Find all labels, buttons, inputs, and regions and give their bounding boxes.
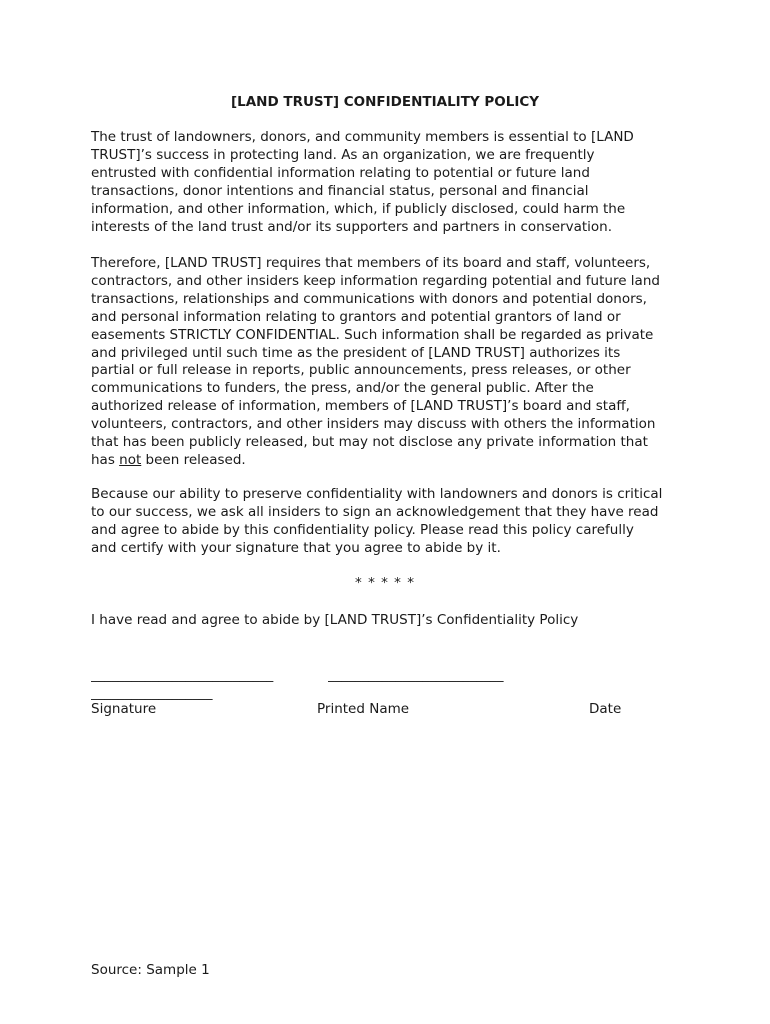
paragraph-line: Therefore, [LAND TRUST] requires that members of its board and staff, volunteers, [91, 255, 651, 271]
printed-name-label: Printed Name [317, 701, 410, 717]
paragraph-line: easements STRICTLY CONFIDENTIAL. Such information shall be regarded as private [91, 326, 654, 343]
page-title: [LAND TRUST] CONFIDENTIALITY POLICY [230, 94, 540, 110]
requirements-paragraph [91, 255, 691, 470]
intro-paragraph [91, 129, 691, 236]
paragraph-line: and certify with your signature that you agree to abide by it. [91, 539, 501, 556]
signature-line: ___________________________ [91, 667, 274, 683]
source-note: Source: Sample 1 [91, 962, 210, 978]
acknowledgement-paragraph [91, 486, 691, 558]
paragraph-line: that has been publicly released, but may not disclose any private information that [91, 434, 648, 451]
paragraph-line: entrusted with confidential information relating to potential or future land [91, 164, 590, 181]
paragraph-line: The trust of landowners, donors, and community members is essential to [LAND [91, 129, 634, 145]
paragraph-line: and privileged until such time as the president of [LAND TRUST] authorizes its [91, 344, 621, 361]
date-label: Date [589, 701, 622, 717]
paragraph-line: partial or full release in reports, public announcements, press releases, or other [91, 362, 631, 379]
paragraph-last-line [91, 452, 691, 470]
text-segment: has [91, 451, 120, 468]
agreement-statement: I have read and agree to abide by [LAND TRUST]’s Confidentiality Policy [91, 612, 579, 628]
paragraph-line: information, and other information, which, if publicly disclosed, could harm the [91, 200, 626, 217]
paragraph-line: Because our ability to preserve confidentiality with landowners and donors is critical [91, 486, 663, 502]
paragraph-line: and personal information relating to grantors and potential grantors of land or [91, 308, 621, 325]
paragraph-line: authorized release of information, members of [LAND TRUST]’s board and staff, [91, 398, 630, 415]
paragraph-line: communications to funders, the press, and/or the general public. After the [91, 380, 594, 397]
section-separator: * * * * * [355, 575, 415, 591]
paragraph-line: and agree to abide by this confidentiality policy. Please read this policy carefully [91, 521, 634, 538]
underlined-word: not [119, 451, 142, 468]
text-segment: been released. [141, 451, 246, 468]
paragraph-line: to our success, we ask all insiders to sign an acknowledgement that they have read [91, 503, 659, 520]
date-line: __________________ [91, 685, 213, 701]
signature-label: Signature [91, 701, 157, 717]
paragraph-line: interests of the land trust and/or its supporters and partners in conservation. [91, 218, 613, 235]
paragraph-line: volunteers, contractors, and other insiders may discuss with others the information [91, 416, 656, 433]
paragraph-line: TRUST]’s success in protecting land. As an organization, we are frequently [91, 146, 595, 163]
paragraph-line: contractors, and other insiders keep information regarding potential and future land [91, 272, 660, 289]
paragraph-line: transactions, relationships and communications with donors and potential donors, [91, 290, 647, 307]
printed-name-line: __________________________ [328, 667, 504, 683]
paragraph-line: transactions, donor intentions and financial status, personal and financial [91, 182, 589, 199]
